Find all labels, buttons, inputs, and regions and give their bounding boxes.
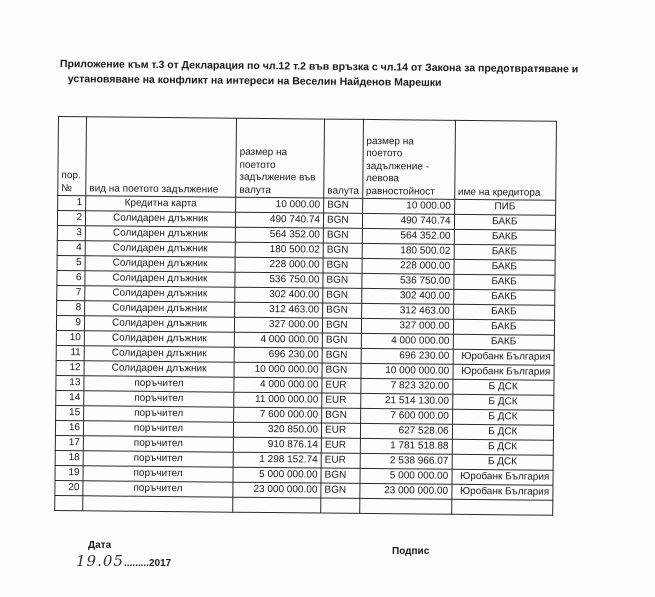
row-creditor: Б ДСК (452, 379, 553, 395)
row-type: Солидарен длъжник (84, 331, 234, 347)
row-type: Солидарен длъжник (85, 256, 235, 272)
row-amount-bgn: 536 750.00 (361, 273, 453, 289)
header-type: вид на поетото задължение (86, 117, 237, 197)
row-type: Солидарен длъжник (84, 316, 234, 332)
row-type: Солидарен длъжник (84, 346, 234, 362)
row-type: Солидарен длъжник (85, 301, 235, 317)
row-amount-bgn: 180 500.02 (362, 243, 454, 259)
date-year: 2017 (148, 558, 172, 569)
title-line-2: установяване на конфликт на интереси на Веселин Найденов Марешки (67, 73, 442, 89)
row-num: 19 (55, 465, 83, 480)
row-type: поръчител (84, 406, 234, 422)
row-num: 15 (56, 405, 84, 420)
header-amount-currency: размер на поетото задължение във валута (236, 118, 325, 198)
row-currency: BGN (323, 273, 362, 288)
row-creditor: БАКБ (453, 274, 554, 290)
row-amount-bgn: 21 514 130.00 (360, 393, 452, 409)
row-amount-bgn: 4 000 000.00 (361, 333, 453, 349)
row-creditor: БАКБ (454, 214, 555, 230)
row-num: 8 (57, 300, 85, 315)
table-body (55, 196, 556, 516)
handwritten-date: 19.05 (76, 552, 124, 570)
row-amount-bgn: 564 352.00 (362, 228, 454, 244)
row-creditor: Юробанк България (452, 469, 553, 485)
empty-cell (233, 497, 321, 513)
row-currency: BGN (322, 318, 361, 333)
row-currency: BGN (322, 408, 361, 423)
row-type: Солидарен длъжник (85, 226, 235, 242)
empty-cell (359, 498, 451, 514)
row-amount-bgn: 490 740.74 (362, 213, 454, 229)
row-amount: 10 000.00 (236, 197, 324, 213)
date-value (76, 552, 171, 570)
row-currency: BGN (321, 483, 360, 498)
row-amount-bgn: 2 538 966.07 (360, 453, 452, 469)
row-num: 13 (56, 375, 84, 390)
row-num: 7 (57, 285, 85, 300)
row-creditor: Юробанк България (451, 484, 552, 500)
row-type: Солидарен длъжник (84, 361, 234, 377)
row-type: поръчител (84, 391, 234, 407)
row-currency: BGN (321, 468, 360, 483)
row-currency: BGN (323, 288, 362, 303)
row-type: Солидарен длъжник (85, 211, 235, 227)
row-num: 12 (56, 360, 84, 375)
row-currency: BGN (323, 228, 362, 243)
header-amount-bgn: размер на поетото задължение - левова равностойност (362, 119, 455, 199)
row-amount: 536 750.00 (235, 272, 323, 288)
row-amount: 228 000.00 (235, 257, 323, 273)
row-creditor: БАКБ (453, 289, 554, 305)
row-creditor: БАКБ (453, 319, 554, 335)
row-amount: 302 400.00 (235, 287, 323, 303)
row-num: 9 (56, 315, 84, 330)
row-amount-bgn: 5 000 000.00 (360, 468, 452, 484)
row-amount: 490 740.74 (235, 212, 323, 228)
header-currency: валута (324, 119, 363, 198)
row-currency: BGN (323, 258, 362, 273)
row-creditor: БАКБ (453, 334, 554, 350)
row-type: Солидарен длъжник (85, 241, 235, 257)
row-num: 2 (57, 211, 85, 226)
row-num: 16 (55, 420, 83, 435)
row-creditor: БАКБ (454, 244, 555, 260)
row-amount-bgn: 312 463.00 (361, 303, 453, 319)
row-amount-bgn: 7 823 320.00 (360, 378, 452, 394)
row-currency: EUR (322, 378, 361, 393)
row-amount-bgn: 23 000 000.00 (359, 483, 451, 499)
row-amount: 180 500.02 (235, 242, 323, 258)
declaration-table (54, 116, 557, 516)
row-amount-bgn: 696 230.00 (361, 348, 453, 364)
row-type: поръчител (83, 421, 233, 437)
row-num: 18 (55, 450, 83, 465)
row-currency: BGN (323, 213, 362, 228)
row-type: Солидарен длъжник (85, 271, 235, 287)
row-type: поръчител (83, 481, 233, 497)
row-amount: 327 000.00 (234, 317, 322, 333)
row-num: 17 (55, 435, 83, 450)
row-amount: 910 876.14 (233, 437, 321, 453)
row-currency: BGN (322, 333, 361, 348)
row-amount-bgn: 10 000.00 (362, 198, 454, 214)
row-amount: 4 000 000.00 (234, 332, 322, 348)
row-creditor: Юробанк България (453, 364, 554, 380)
row-creditor: ПИБ (454, 199, 555, 215)
row-type: поръчител (83, 451, 233, 467)
row-amount-bgn: 1 781 518.88 (360, 438, 452, 454)
empty-cell (321, 498, 360, 513)
table-header-row (58, 117, 557, 201)
row-num: 20 (55, 480, 83, 495)
date-dots: ......... (123, 558, 149, 569)
row-currency: BGN (323, 243, 362, 258)
row-num: 4 (57, 240, 85, 255)
row-currency: EUR (321, 438, 360, 453)
row-creditor: Б ДСК (452, 454, 553, 470)
row-amount-bgn: 627 528.06 (360, 423, 452, 439)
row-currency: EUR (321, 423, 360, 438)
row-amount-bgn: 327 000.00 (361, 318, 453, 334)
row-type: поръчител (83, 436, 233, 452)
row-creditor: Юробанк България (453, 349, 554, 365)
row-currency: EUR (321, 453, 360, 468)
row-num: 3 (57, 225, 85, 240)
row-num: 10 (56, 330, 84, 345)
header-num: пор. № (58, 117, 87, 196)
row-amount-bgn: 7 600 000.00 (360, 408, 452, 424)
row-creditor: Б ДСК (452, 439, 553, 455)
row-num: 1 (58, 196, 86, 211)
row-amount-bgn: 302 400.00 (361, 288, 453, 304)
header-creditor: име на кредитора (454, 120, 556, 200)
row-num: 5 (57, 255, 85, 270)
row-amount-bgn: 228 000.00 (362, 258, 454, 274)
row-num: 6 (57, 270, 85, 285)
row-amount: 4 000 000.00 (234, 377, 322, 393)
row-amount-bgn: 10 000 000.00 (361, 363, 453, 379)
row-amount: 1 298 152.74 (233, 452, 321, 468)
row-creditor: Б ДСК (452, 394, 553, 410)
row-type: Солидарен длъжник (85, 286, 235, 302)
document-title (60, 57, 620, 93)
row-amount: 11 000 000.00 (234, 392, 322, 408)
row-num: 11 (56, 345, 84, 360)
row-amount: 7 600 000.00 (234, 407, 322, 423)
row-amount: 564 352.00 (235, 227, 323, 243)
title-line-1: Приложение към т.3 от Декларация по чл.12 т.2 във връзка с чл.14 от Закона за предотвратяване и (59, 57, 579, 76)
row-creditor: БАКБ (454, 259, 555, 275)
row-creditor: Б ДСК (452, 409, 553, 425)
empty-cell (83, 496, 233, 512)
row-amount: 23 000 000.00 (233, 482, 321, 498)
signature-label: Подпис (392, 546, 430, 557)
row-amount: 312 463.00 (235, 302, 323, 318)
row-amount: 320 850.00 (233, 422, 321, 438)
row-currency: BGN (322, 348, 361, 363)
empty-cell (55, 495, 83, 510)
row-currency: BGN (324, 198, 363, 213)
row-type: Кредитна карта (86, 196, 236, 212)
empty-cell (451, 499, 552, 515)
row-creditor: БАКБ (453, 304, 554, 320)
row-currency: EUR (322, 393, 361, 408)
row-currency: BGN (323, 303, 362, 318)
row-amount: 5 000 000.00 (233, 467, 321, 483)
row-amount: 10 000 000.00 (234, 362, 322, 378)
declaration-table-container (54, 116, 557, 516)
row-num: 14 (56, 390, 84, 405)
date-label: Дата (88, 540, 112, 551)
row-type: поръчител (83, 466, 233, 482)
row-type: поръчител (84, 376, 234, 392)
row-currency: BGN (322, 363, 361, 378)
row-creditor: БАКБ (454, 229, 555, 245)
row-amount: 696 230.00 (234, 347, 322, 363)
row-creditor: Б ДСК (452, 424, 553, 440)
